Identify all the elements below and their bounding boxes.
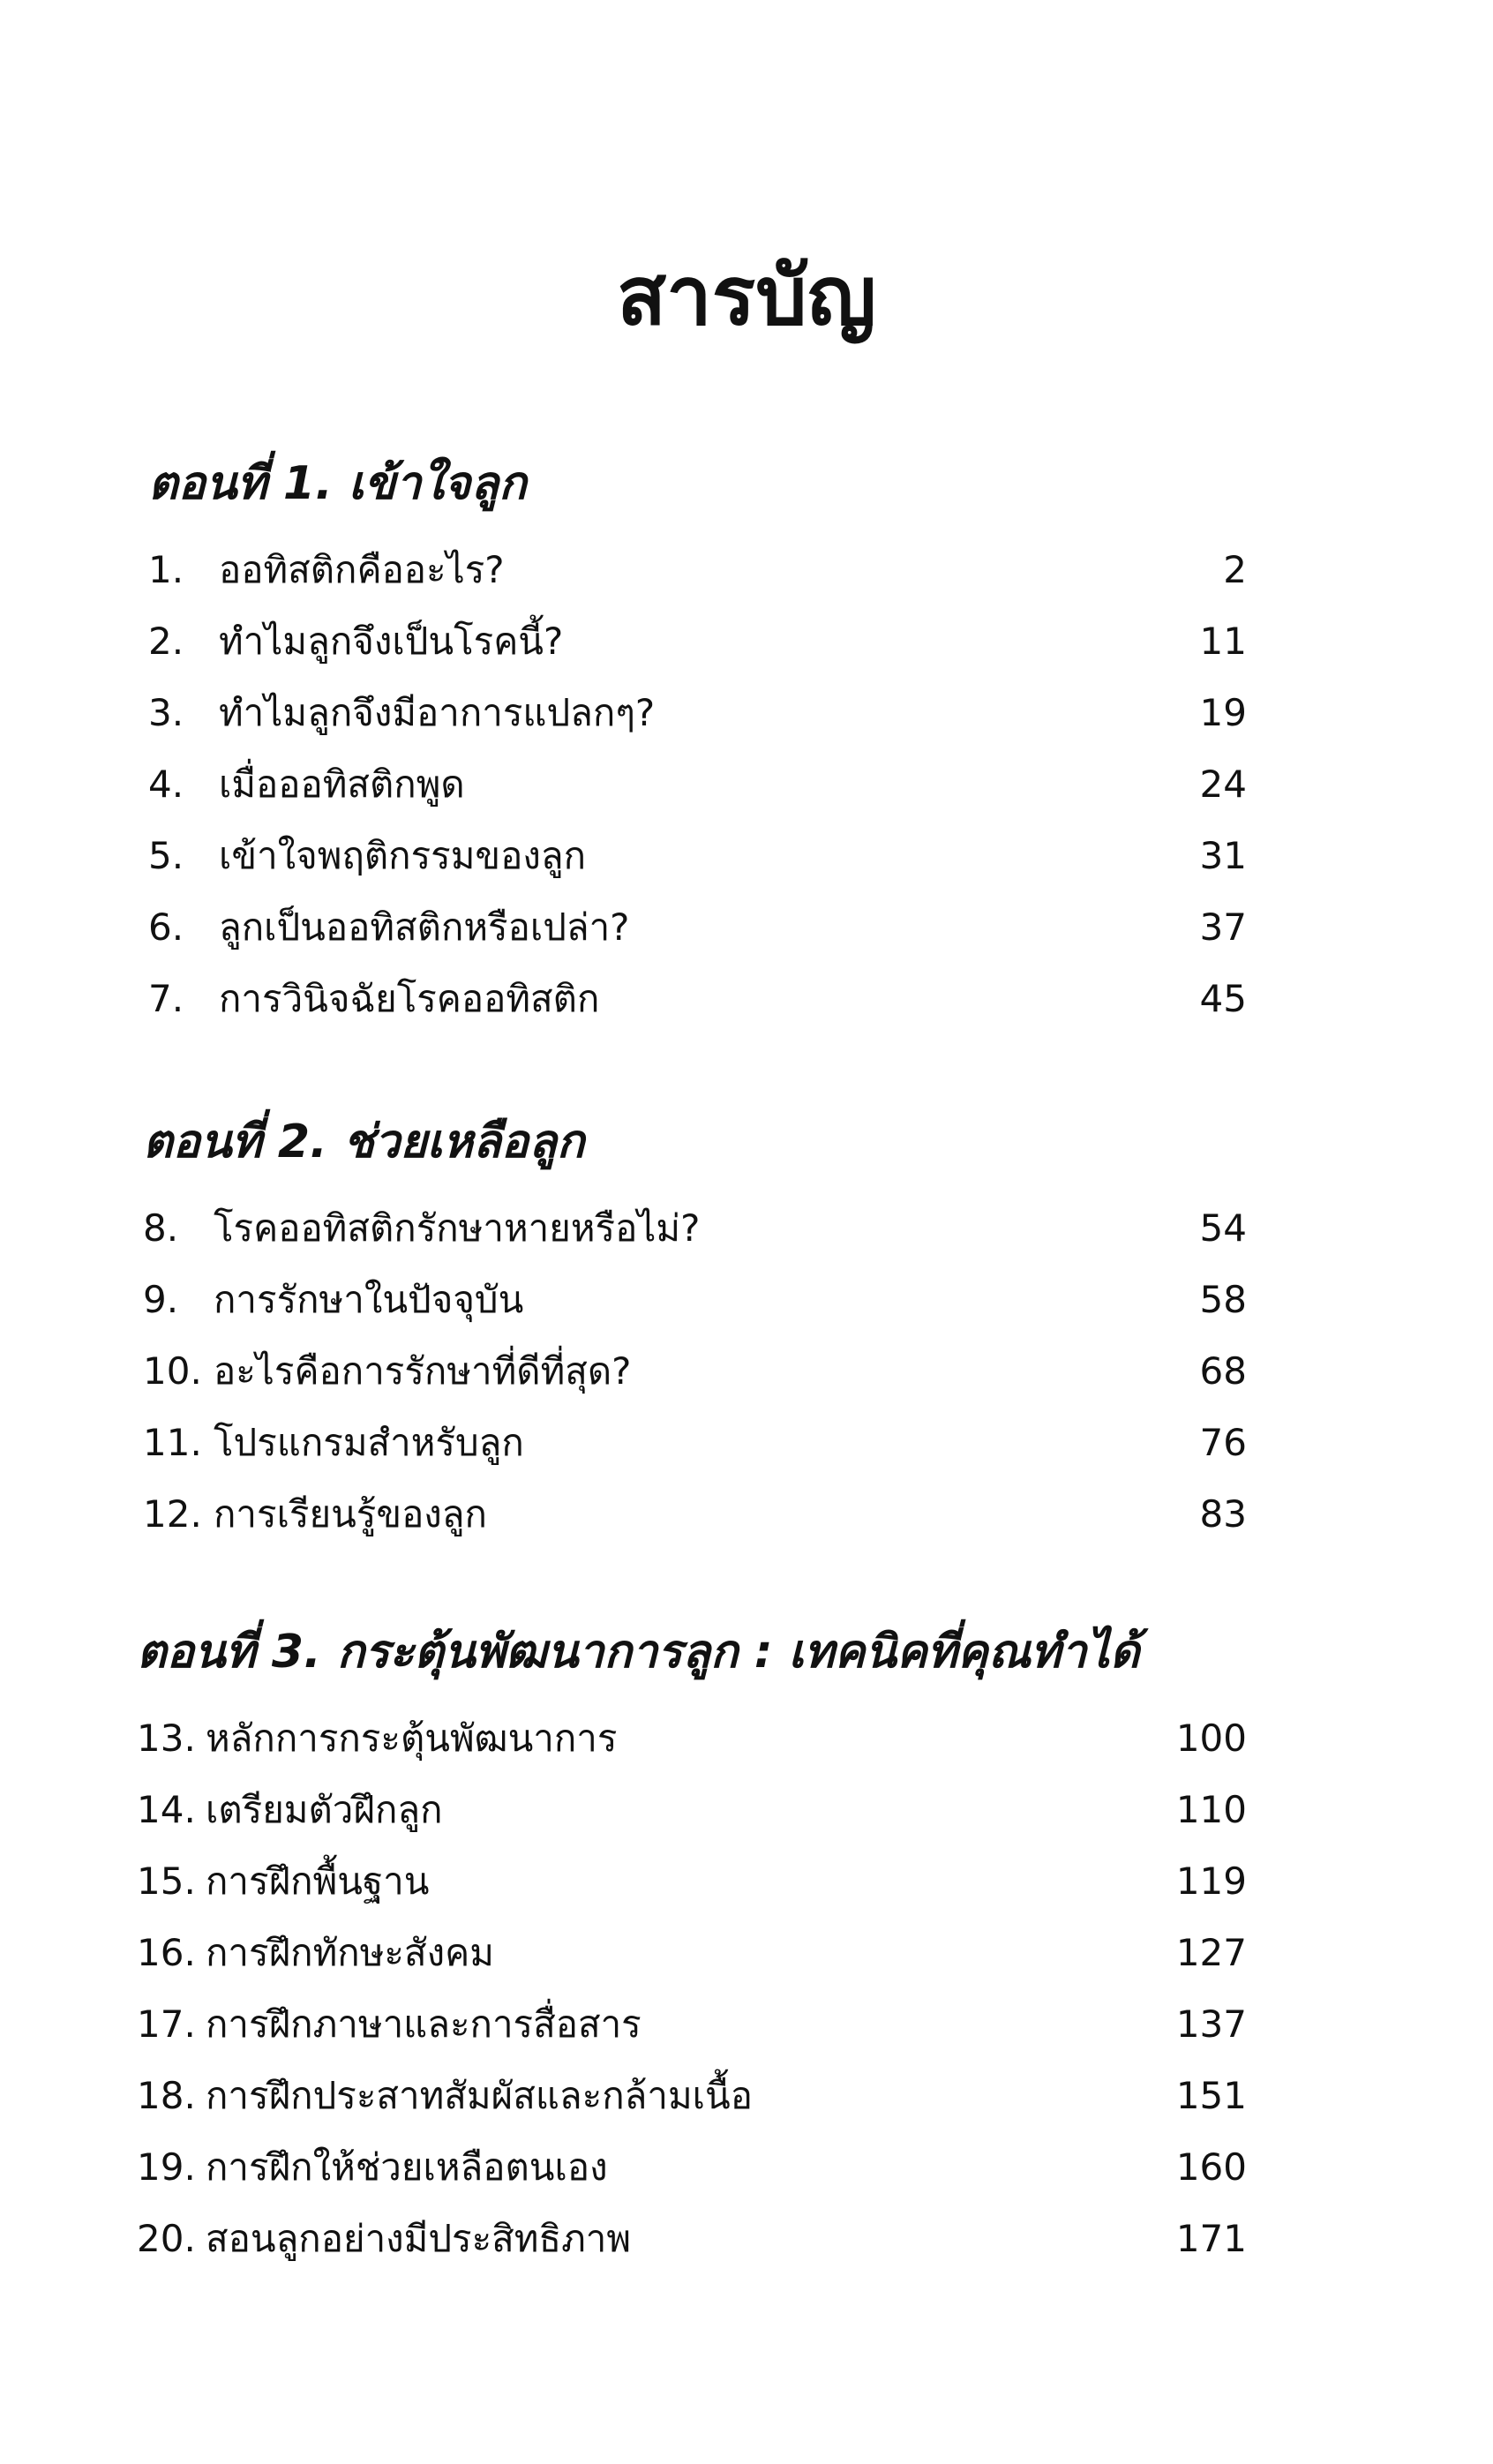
toc-entry[interactable] — [137, 1846, 1247, 1917]
toc-entry[interactable] — [143, 1336, 1247, 1407]
entry-page: 58 — [1199, 1278, 1247, 1321]
toc-entry[interactable] — [148, 678, 1247, 748]
toc-entry[interactable] — [143, 1193, 1247, 1264]
entry-title: การฝึกพื้นฐาน — [206, 1859, 430, 1903]
section-1 — [148, 457, 1247, 1043]
entry-page: 2 — [1223, 548, 1247, 591]
toc-entry[interactable] — [137, 1775, 1247, 1845]
entry-title: ทำไมลูกจึงมีอาการแปลกๆ? — [219, 691, 656, 734]
section-heading: ตอนที่ 3. กระตุ้นพัฒนาการลูก : เทคนิคที่คุณทำได้ — [137, 1626, 1140, 1679]
section-heading: ตอนที่ 1. เข้าใจลูก — [148, 457, 527, 510]
entry-number: 11. — [143, 1421, 202, 1464]
entry-number: 18. — [137, 2074, 196, 2117]
entry-title: การฝึกทักษะสังคม — [206, 1931, 494, 1974]
toc-entry[interactable] — [143, 1408, 1247, 1478]
entry-number: 15. — [137, 1859, 196, 1903]
entry-page: 54 — [1199, 1206, 1247, 1250]
entry-page: 37 — [1199, 905, 1247, 949]
toc-entry[interactable] — [148, 821, 1247, 891]
entry-title: หลักการกระตุ้นพัฒนาการ — [206, 1717, 618, 1760]
entry-page: 19 — [1199, 691, 1247, 734]
entry-number: 10. — [143, 1349, 202, 1393]
entry-page: 68 — [1199, 1349, 1247, 1393]
entry-title: การรักษาในปัจจุบัน — [214, 1278, 524, 1321]
section-2 — [143, 1116, 1247, 1560]
entry-title: ทำไมลูกจึงเป็นโรคนี้? — [219, 620, 564, 663]
entry-number: 6. — [148, 905, 184, 949]
entry-title: การฝึกให้ช่วยเหลือตนเอง — [206, 2145, 608, 2189]
toc-entry[interactable] — [148, 535, 1247, 605]
entry-number: 3. — [148, 691, 184, 734]
section-3 — [137, 1626, 1247, 2300]
entry-title: การฝึกภาษาและการสื่อสาร — [206, 2002, 641, 2046]
toc-entry[interactable] — [137, 2132, 1247, 2203]
toc-entry[interactable] — [148, 892, 1247, 963]
entry-number: 2. — [148, 620, 184, 663]
toc-entry[interactable] — [137, 1703, 1247, 1774]
entry-title: อะไรคือการรักษาที่ดีที่สุด? — [214, 1349, 632, 1393]
entry-number: 9. — [143, 1278, 179, 1321]
entry-number: 14. — [137, 1788, 196, 1831]
entry-number: 1. — [148, 548, 184, 591]
entry-page: 24 — [1199, 762, 1247, 806]
entry-title: การเรียนรู้ของลูก — [214, 1492, 487, 1536]
toc-entry[interactable] — [143, 1265, 1247, 1335]
toc-entry[interactable] — [137, 2204, 1247, 2274]
entry-number: 8. — [143, 1206, 179, 1250]
entry-page: 171 — [1175, 2217, 1247, 2260]
entry-title: สอนลูกอย่างมีประสิทธิภาพ — [206, 2217, 632, 2260]
section-heading: ตอนที่ 2. ช่วยเหลือลูก — [143, 1116, 585, 1168]
entry-title: โรคออทิสติกรักษาหายหรือไม่? — [214, 1206, 701, 1250]
entry-page: 119 — [1175, 1859, 1247, 1903]
entry-title: เตรียมตัวฝึกลูก — [206, 1788, 443, 1831]
toc-entry[interactable] — [137, 1989, 1247, 2060]
entry-title: ออทิสติกคืออะไร? — [219, 548, 505, 591]
entry-number: 7. — [148, 977, 184, 1020]
entry-number: 12. — [143, 1492, 202, 1536]
entry-page: 76 — [1199, 1421, 1247, 1464]
entry-title: การวินิจฉัยโรคออทิสติก — [219, 977, 600, 1020]
entry-page: 31 — [1199, 834, 1247, 877]
entry-number: 19. — [137, 2145, 196, 2189]
toc-entry[interactable] — [143, 1479, 1247, 1550]
toc-entry[interactable] — [137, 1918, 1247, 1988]
toc-entry[interactable] — [148, 606, 1247, 677]
entry-title: โปรแกรมสำหรับลูก — [214, 1421, 524, 1464]
entry-number: 13. — [137, 1717, 196, 1760]
entry-number: 4. — [148, 762, 184, 806]
entry-number: 16. — [137, 1931, 196, 1974]
entry-number: 17. — [137, 2002, 196, 2046]
toc-entry[interactable] — [148, 964, 1247, 1034]
entry-number: 5. — [148, 834, 184, 877]
entry-title: ลูกเป็นออทิสติกหรือเปล่า? — [219, 905, 630, 949]
entry-page: 137 — [1175, 2002, 1247, 2046]
entry-page: 127 — [1175, 1931, 1247, 1974]
entry-page: 11 — [1199, 620, 1247, 663]
toc-entry[interactable] — [137, 2061, 1247, 2131]
entry-title: การฝึกประสาทสัมผัสและกล้ามเนื้อ — [206, 2074, 753, 2117]
entry-page: 151 — [1175, 2074, 1247, 2117]
page-title: สารบัญ — [616, 249, 876, 343]
entry-page: 83 — [1199, 1492, 1247, 1536]
toc-entry[interactable] — [148, 749, 1247, 820]
entry-number: 20. — [137, 2217, 196, 2260]
entry-title: เมื่อออทิสติกพูด — [219, 762, 465, 806]
entry-page: 110 — [1175, 1788, 1247, 1831]
entry-title: เข้าใจพฤติกรรมของลูก — [219, 834, 587, 877]
entry-page: 45 — [1199, 977, 1247, 1020]
entry-page: 100 — [1175, 1717, 1247, 1760]
entry-page: 160 — [1175, 2145, 1247, 2189]
